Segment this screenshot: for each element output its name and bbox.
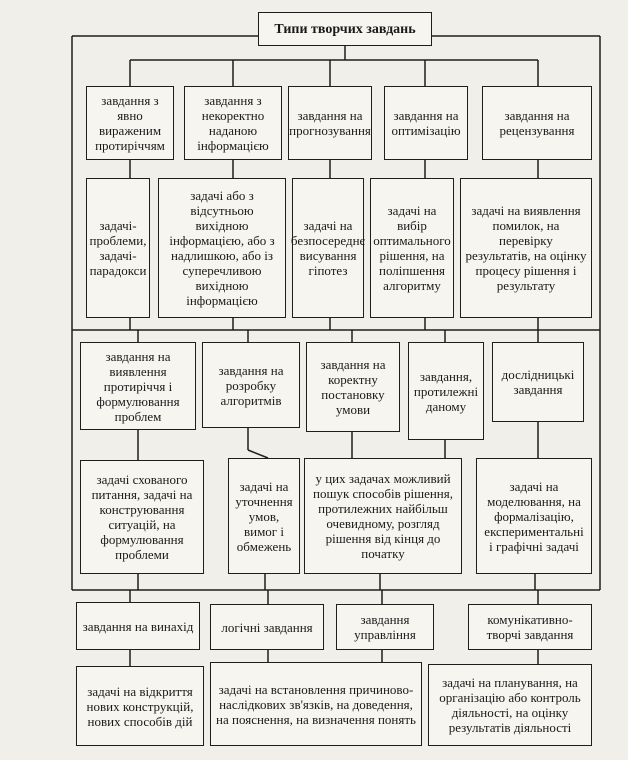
tasks-optimal-solution: задачі на вибір оптимального рішення, на поліпшення алгоритму — [370, 178, 454, 318]
task-type-management: завдання управління — [336, 604, 434, 650]
task-type-optimization: завдання на оптимізацію — [384, 86, 468, 160]
tasks-error-detection: задачі на виявлення помилок, на перевірку результатів, на оцінку процесу рішення і результату — [460, 178, 592, 318]
tasks-planning-control: задачі на планування, на організацію або контроль діяльності, на оцінку результатів діяльності — [428, 664, 592, 746]
tasks-reverse-solution: у цих задачах можливий пошук способів рішення, протилежних найбільш очевидному, розгляд рішення від кінця до початку — [304, 458, 462, 574]
tasks-hypotheses: задачі на безпосереднє висування гіпотез — [292, 178, 364, 318]
task-type-communicative-creative: комунікативно-творчі завдання — [468, 604, 592, 650]
tasks-clarify-conditions: задачі на уточнення умов, вимог і обмежень — [228, 458, 300, 574]
task-type-logical: логічні завдання — [210, 604, 324, 650]
tasks-problems-paradoxes: задачі-проблеми, задачі-парадокси — [86, 178, 150, 318]
diagram-title: Типи творчих завдань — [258, 12, 432, 46]
task-type-forecasting: завдання на прогнозування — [288, 86, 372, 160]
tasks-hidden-question: задачі схованого питання, задачі на конструювання ситуацій, на формулювання проблеми — [80, 460, 204, 574]
task-type-contradiction-detection: завдання на виявлення протиріччя і формулювання проблем — [80, 342, 196, 430]
tasks-missing-excess-contradictory-info: задачі або з відсутньою вихідною інформацією, або з надлишкою, або із суперечливою вихідною інформацією — [158, 178, 286, 318]
task-type-correct-condition: завдання на коректну постановку умови — [306, 342, 400, 432]
task-type-research: дослідницькі завдання — [492, 342, 584, 422]
task-type-incorrect-information: завдання з некоректно наданою інформацією — [184, 86, 282, 160]
task-type-opposite: завдання, протилежні даному — [408, 342, 484, 440]
tasks-modeling: задачі на моделювання, на формалізацію, експериментальні і графічні задачі — [476, 458, 592, 574]
task-type-reviewing: завдання на рецензування — [482, 86, 592, 160]
tasks-causal-links: задачі на встановлення причиново-наслідкових зв'язків, на доведення, на пояснення, на визначення понять — [210, 662, 422, 746]
task-type-invention: завдання на винахід — [76, 602, 200, 650]
task-type-algorithm-development: завдання на розробку алгоритмів — [202, 342, 300, 428]
task-type-contradiction: завдання з явно вираженим протиріччям — [86, 86, 174, 160]
tasks-new-constructions: задачі на відкриття нових конструкцій, нових способів дій — [76, 666, 204, 746]
